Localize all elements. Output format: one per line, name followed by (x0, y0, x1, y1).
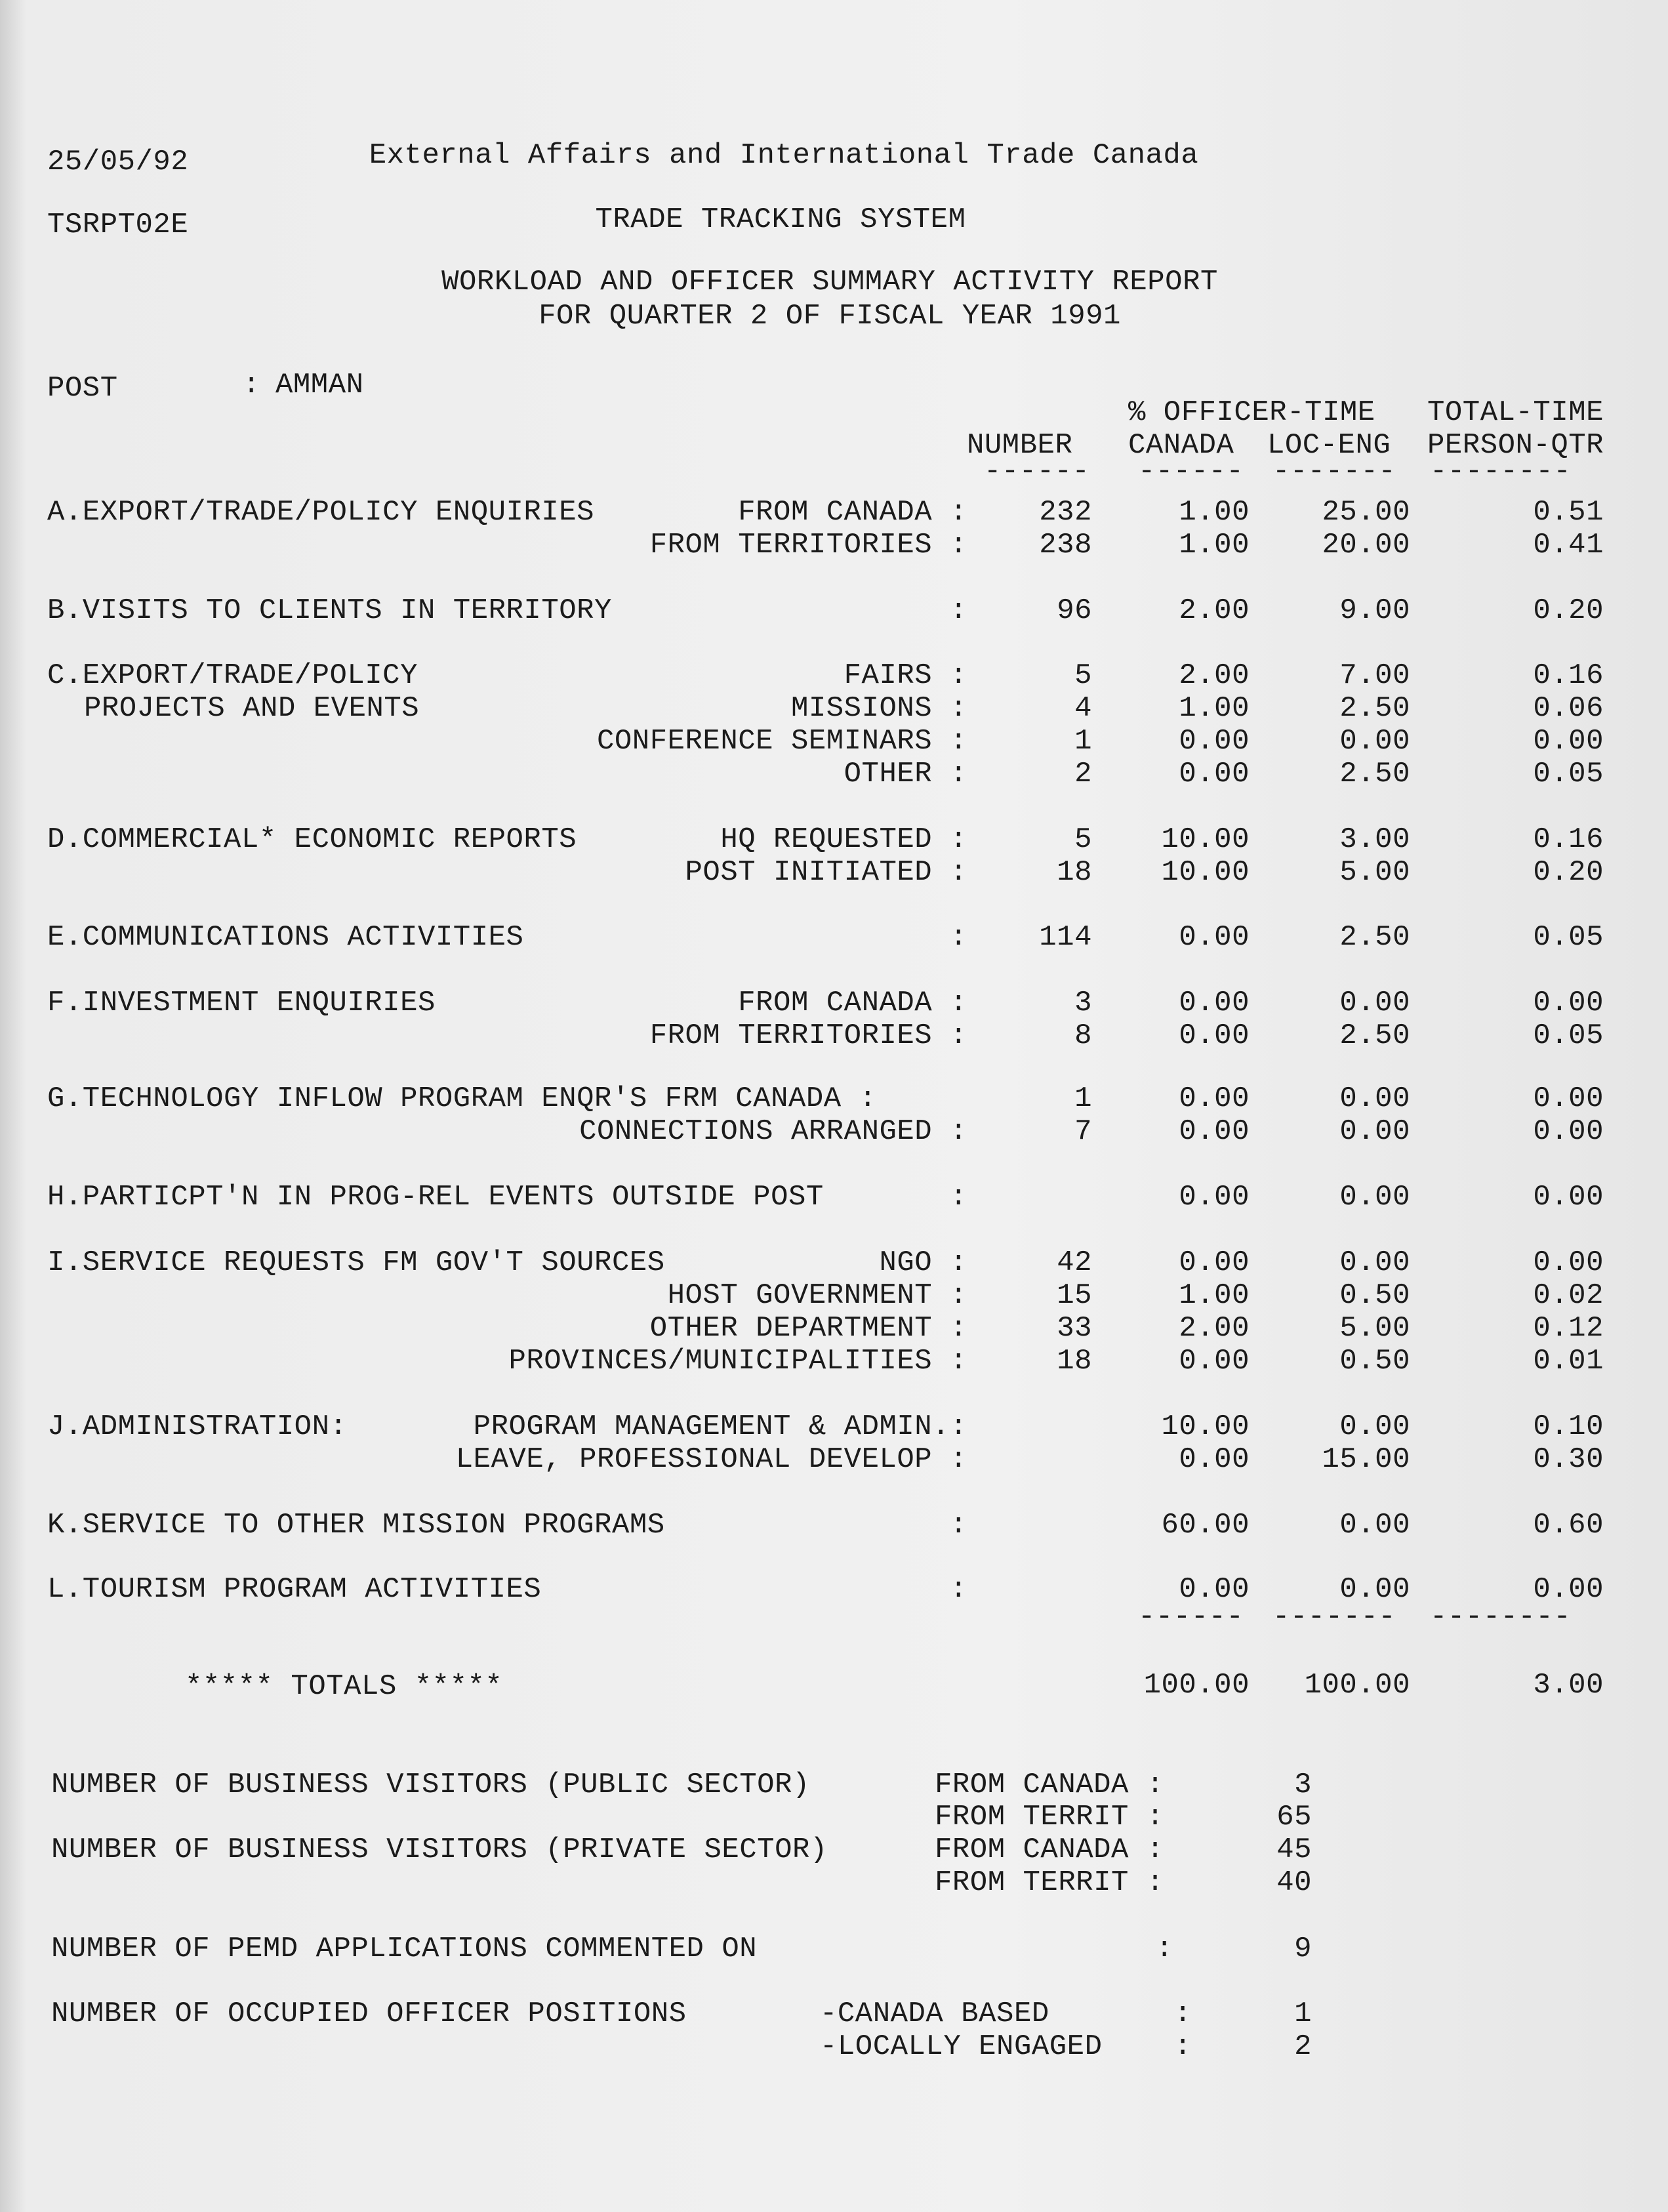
bv-private-from-canada: FROM CANADA : (935, 1833, 1164, 1866)
row-sublabel: LEAVE, PROFESSIONAL DEVELOP : (455, 1443, 967, 1476)
canada-header: CANADA (1128, 429, 1234, 462)
row-number: 96 (1057, 594, 1092, 627)
row-loc-eng-pct: 2.50 (1339, 1019, 1410, 1052)
row-loc-eng-pct: 0.00 (1339, 1573, 1410, 1606)
row-person-qtr: 0.51 (1533, 496, 1604, 529)
row-canada-pct: 0.00 (1179, 921, 1250, 954)
row-number: 15 (1057, 1279, 1092, 1312)
row-person-qtr: 0.02 (1533, 1279, 1604, 1312)
row-person-qtr: 0.00 (1533, 1181, 1604, 1214)
person-qtr-header-rule: -------- (1430, 455, 1572, 488)
pemd-separator: : (1156, 1933, 1173, 1965)
row-canada-pct: 0.00 (1179, 725, 1250, 758)
row-number: 4 (1074, 692, 1092, 725)
row-loc-eng-pct: 2.50 (1339, 692, 1410, 725)
row-canada-pct: 0.00 (1179, 758, 1250, 790)
row-person-qtr: 0.06 (1533, 692, 1604, 725)
row-person-qtr: 0.41 (1533, 529, 1604, 562)
row-person-qtr: 0.01 (1533, 1345, 1604, 1378)
row-number: 7 (1074, 1115, 1092, 1148)
row-person-qtr: 0.10 (1533, 1410, 1604, 1443)
row-number: 232 (1039, 496, 1092, 529)
loc-eng-header: LOC-ENG (1267, 429, 1391, 462)
bv-private-territ-value: 40 (1276, 1866, 1312, 1899)
row-sublabel: POST INITIATED : (685, 856, 967, 889)
row-canada-pct: 10.00 (1161, 856, 1250, 889)
row-person-qtr: 0.16 (1533, 659, 1604, 692)
row-loc-eng-pct: 0.50 (1339, 1279, 1410, 1312)
row-person-qtr: 0.20 (1533, 856, 1604, 889)
row-canada-pct: 2.00 (1179, 659, 1250, 692)
bv-private-label: NUMBER OF BUSINESS VISITORS (PRIVATE SECTOR) (51, 1833, 828, 1866)
row-canada-pct: 0.00 (1179, 1443, 1250, 1476)
row-number: 5 (1074, 823, 1092, 856)
report-title: WORKLOAD AND OFFICER SUMMARY ACTIVITY REPORT (441, 266, 1218, 298)
row-loc-eng-pct: 20.00 (1322, 529, 1410, 562)
row-person-qtr: 0.16 (1533, 823, 1604, 856)
row-person-qtr: 0.00 (1533, 987, 1604, 1019)
row-person-qtr: 0.00 (1533, 1246, 1604, 1279)
row-canada-pct: 10.00 (1161, 1410, 1250, 1443)
report-code: TSRPT02E (47, 209, 189, 241)
row-number: 1 (1074, 1082, 1092, 1115)
row-canada-pct: 0.00 (1179, 1246, 1250, 1279)
bv-public-territ-value: 65 (1276, 1801, 1312, 1833)
row-canada-pct: 0.00 (1179, 1345, 1250, 1378)
person-qtr-header: PERSON-QTR (1427, 429, 1604, 462)
row-label: G.TECHNOLOGY INFLOW PROGRAM ENQR'S FRM CANADA : (47, 1082, 877, 1115)
row-canada-pct: 10.00 (1161, 823, 1250, 856)
row-label: L.TOURISM PROGRAM ACTIVITIES (47, 1573, 542, 1606)
row-sublabel: : (950, 594, 967, 627)
row-number: 114 (1039, 921, 1092, 954)
officer-time-header: % OFFICER-TIME (1128, 396, 1375, 429)
person-qtr-total-rule: -------- (1430, 1601, 1572, 1633)
row-person-qtr: 0.05 (1533, 758, 1604, 790)
row-sublabel: : (950, 1509, 967, 1542)
row-loc-eng-pct: 0.00 (1339, 1082, 1410, 1115)
row-loc-eng-pct: 15.00 (1322, 1443, 1410, 1476)
bv-public-from-canada: FROM CANADA : (935, 1769, 1164, 1801)
locally-engaged-label: -LOCALLY ENGAGED (820, 2030, 1103, 2063)
row-canada-pct: 1.00 (1179, 496, 1250, 529)
row-person-qtr: 0.05 (1533, 921, 1604, 954)
row-sublabel: OTHER : (844, 758, 967, 790)
system-name: TRADE TRACKING SYSTEM (595, 203, 966, 236)
row-loc-eng-pct: 5.00 (1339, 856, 1410, 889)
bv-private-canada-value: 45 (1276, 1833, 1312, 1866)
row-loc-eng-pct: 2.50 (1339, 758, 1410, 790)
row-canada-pct: 60.00 (1161, 1509, 1250, 1542)
row-number: 238 (1039, 529, 1092, 562)
canada-based-label: -CANADA BASED (820, 1997, 1049, 2030)
row-sublabel: CONNECTIONS ARRANGED : (579, 1115, 967, 1148)
row-canada-pct: 1.00 (1179, 529, 1250, 562)
row-loc-eng-pct: 7.00 (1339, 659, 1410, 692)
totals-canada: 100.00 (1143, 1669, 1250, 1702)
row-number: 1 (1074, 725, 1092, 758)
row-person-qtr: 0.00 (1533, 1082, 1604, 1115)
row-number: 18 (1057, 1345, 1092, 1378)
row-sublabel: PROGRAM MANAGEMENT & ADMIN.: (473, 1410, 967, 1443)
number-header: NUMBER (967, 429, 1073, 462)
row-label: K.SERVICE TO OTHER MISSION PROGRAMS (47, 1509, 665, 1542)
row-sublabel: FAIRS : (844, 659, 967, 692)
row-loc-eng-pct: 0.00 (1339, 1509, 1410, 1542)
row-loc-eng-pct: 25.00 (1322, 496, 1410, 529)
department-name: External Affairs and International Trade Canada (369, 139, 1199, 172)
row-sublabel: HOST GOVERNMENT : (667, 1279, 967, 1312)
canada-based-value: 1 (1294, 1997, 1312, 2030)
row-loc-eng-pct: 9.00 (1339, 594, 1410, 627)
row-sublabel: FROM TERRITORIES : (649, 1019, 967, 1052)
row-loc-eng-pct: 0.00 (1339, 1181, 1410, 1214)
post-separator: : (243, 369, 260, 401)
row-sublabel: FROM CANADA : (738, 496, 967, 529)
pemd-value: 9 (1294, 1933, 1312, 1965)
row-number: 3 (1074, 987, 1092, 1019)
bv-public-label: NUMBER OF BUSINESS VISITORS (PUBLIC SECTOR) (51, 1769, 810, 1801)
row-label: D.COMMERCIAL* ECONOMIC REPORTS (47, 823, 577, 856)
row-canada-pct: 2.00 (1179, 1312, 1250, 1345)
row-canada-pct: 0.00 (1179, 1115, 1250, 1148)
loc-eng-header-rule: ------- (1272, 455, 1396, 488)
row-label: J.ADMINISTRATION: (47, 1410, 348, 1443)
row-label: C.EXPORT/TRADE/POLICY (47, 659, 418, 692)
locally-engaged-value: 2 (1294, 2030, 1312, 2063)
row-label: F.INVESTMENT ENQUIRIES (47, 987, 436, 1019)
occupied-positions-label: NUMBER OF OCCUPIED OFFICER POSITIONS (51, 1997, 687, 2030)
canada-header-rule: ------ (1138, 455, 1244, 488)
row-sublabel: NGO : (879, 1246, 967, 1279)
row-loc-eng-pct: 0.00 (1339, 1115, 1410, 1148)
row-person-qtr: 0.20 (1533, 594, 1604, 627)
bv-private-from-territ: FROM TERRIT : (935, 1866, 1164, 1899)
row-sublabel: : (950, 921, 967, 954)
row-number: 5 (1074, 659, 1092, 692)
row-sublabel: FROM TERRITORIES : (649, 529, 967, 562)
row-sublabel: : (950, 1573, 967, 1606)
row-canada-pct: 0.00 (1179, 1019, 1250, 1052)
totals-label: ***** TOTALS ***** (185, 1670, 503, 1703)
row-loc-eng-pct: 0.00 (1339, 1410, 1410, 1443)
report-date: 25/05/92 (47, 146, 189, 178)
row-label: I.SERVICE REQUESTS FM GOV'T SOURCES (47, 1246, 665, 1279)
row-sublabel: FROM CANADA : (738, 987, 967, 1019)
bleed-through-shadow (1443, 131, 1456, 151)
row-canada-pct: 1.00 (1179, 1279, 1250, 1312)
row-label: E.COMMUNICATIONS ACTIVITIES (47, 921, 524, 954)
pemd-label: NUMBER OF PEMD APPLICATIONS COMMENTED ON (51, 1933, 758, 1965)
report-subtitle: FOR QUARTER 2 OF FISCAL YEAR 1991 (539, 300, 1121, 333)
bv-public-from-territ: FROM TERRIT : (935, 1801, 1164, 1833)
row-loc-eng-pct: 0.00 (1339, 987, 1410, 1019)
row-person-qtr: 0.00 (1533, 1115, 1604, 1148)
row-loc-eng-pct: 3.00 (1339, 823, 1410, 856)
row-loc-eng-pct: 2.50 (1339, 921, 1410, 954)
row-canada-pct: 2.00 (1179, 594, 1250, 627)
row-label: H.PARTICPT'N IN PROG-REL EVENTS OUTSIDE POST (47, 1181, 824, 1214)
row-canada-pct: 0.00 (1179, 1181, 1250, 1214)
row-number: 33 (1057, 1312, 1092, 1345)
row-canada-pct: 0.00 (1179, 1082, 1250, 1115)
post-value: AMMAN (275, 369, 364, 401)
row-person-qtr: 0.05 (1533, 1019, 1604, 1052)
row-canada-pct: 1.00 (1179, 692, 1250, 725)
row-number: 2 (1074, 758, 1092, 790)
row-loc-eng-pct: 0.00 (1339, 725, 1410, 758)
row-person-qtr: 0.00 (1533, 1573, 1604, 1606)
row-number: 42 (1057, 1246, 1092, 1279)
post-label: POST (47, 372, 118, 405)
row-sublabel: OTHER DEPARTMENT : (649, 1312, 967, 1345)
row-canada-pct: 0.00 (1179, 1573, 1250, 1606)
canada-based-separator: : (1174, 1997, 1192, 2030)
total-time-header: TOTAL-TIME (1427, 396, 1604, 429)
row-person-qtr: 0.00 (1533, 725, 1604, 758)
row-loc-eng-pct: 0.50 (1339, 1345, 1410, 1378)
locally-engaged-separator: : (1174, 2030, 1192, 2063)
row-sublabel: HQ REQUESTED : (720, 823, 967, 856)
row-sublabel: CONFERENCE SEMINARS : (597, 725, 967, 758)
row-loc-eng-pct: 0.00 (1339, 1246, 1410, 1279)
row-number: 18 (1057, 856, 1092, 889)
row-sublabel: MISSIONS : (790, 692, 967, 725)
loc-eng-total-rule: ------- (1272, 1601, 1396, 1633)
row-canada-pct: 0.00 (1179, 987, 1250, 1019)
row-person-qtr: 0.30 (1533, 1443, 1604, 1476)
bv-public-canada-value: 3 (1294, 1769, 1312, 1801)
canada-total-rule: ------ (1138, 1601, 1244, 1633)
row-sublabel: : (950, 1181, 967, 1214)
row-label: B.VISITS TO CLIENTS IN TERRITORY (47, 594, 612, 627)
row-loc-eng-pct: 5.00 (1339, 1312, 1410, 1345)
number-header-rule: ------ (984, 455, 1090, 488)
totals-person-qtr: 3.00 (1533, 1669, 1604, 1702)
row-number: 8 (1074, 1019, 1092, 1052)
totals-loc-eng: 100.00 (1304, 1669, 1410, 1702)
row-person-qtr: 0.60 (1533, 1509, 1604, 1542)
row-person-qtr: 0.12 (1533, 1312, 1604, 1345)
row-label: A.EXPORT/TRADE/POLICY ENQUIRIES (47, 496, 595, 529)
row-label: PROJECTS AND EVENTS (84, 692, 420, 725)
row-sublabel: PROVINCES/MUNICIPALITIES : (508, 1345, 967, 1378)
